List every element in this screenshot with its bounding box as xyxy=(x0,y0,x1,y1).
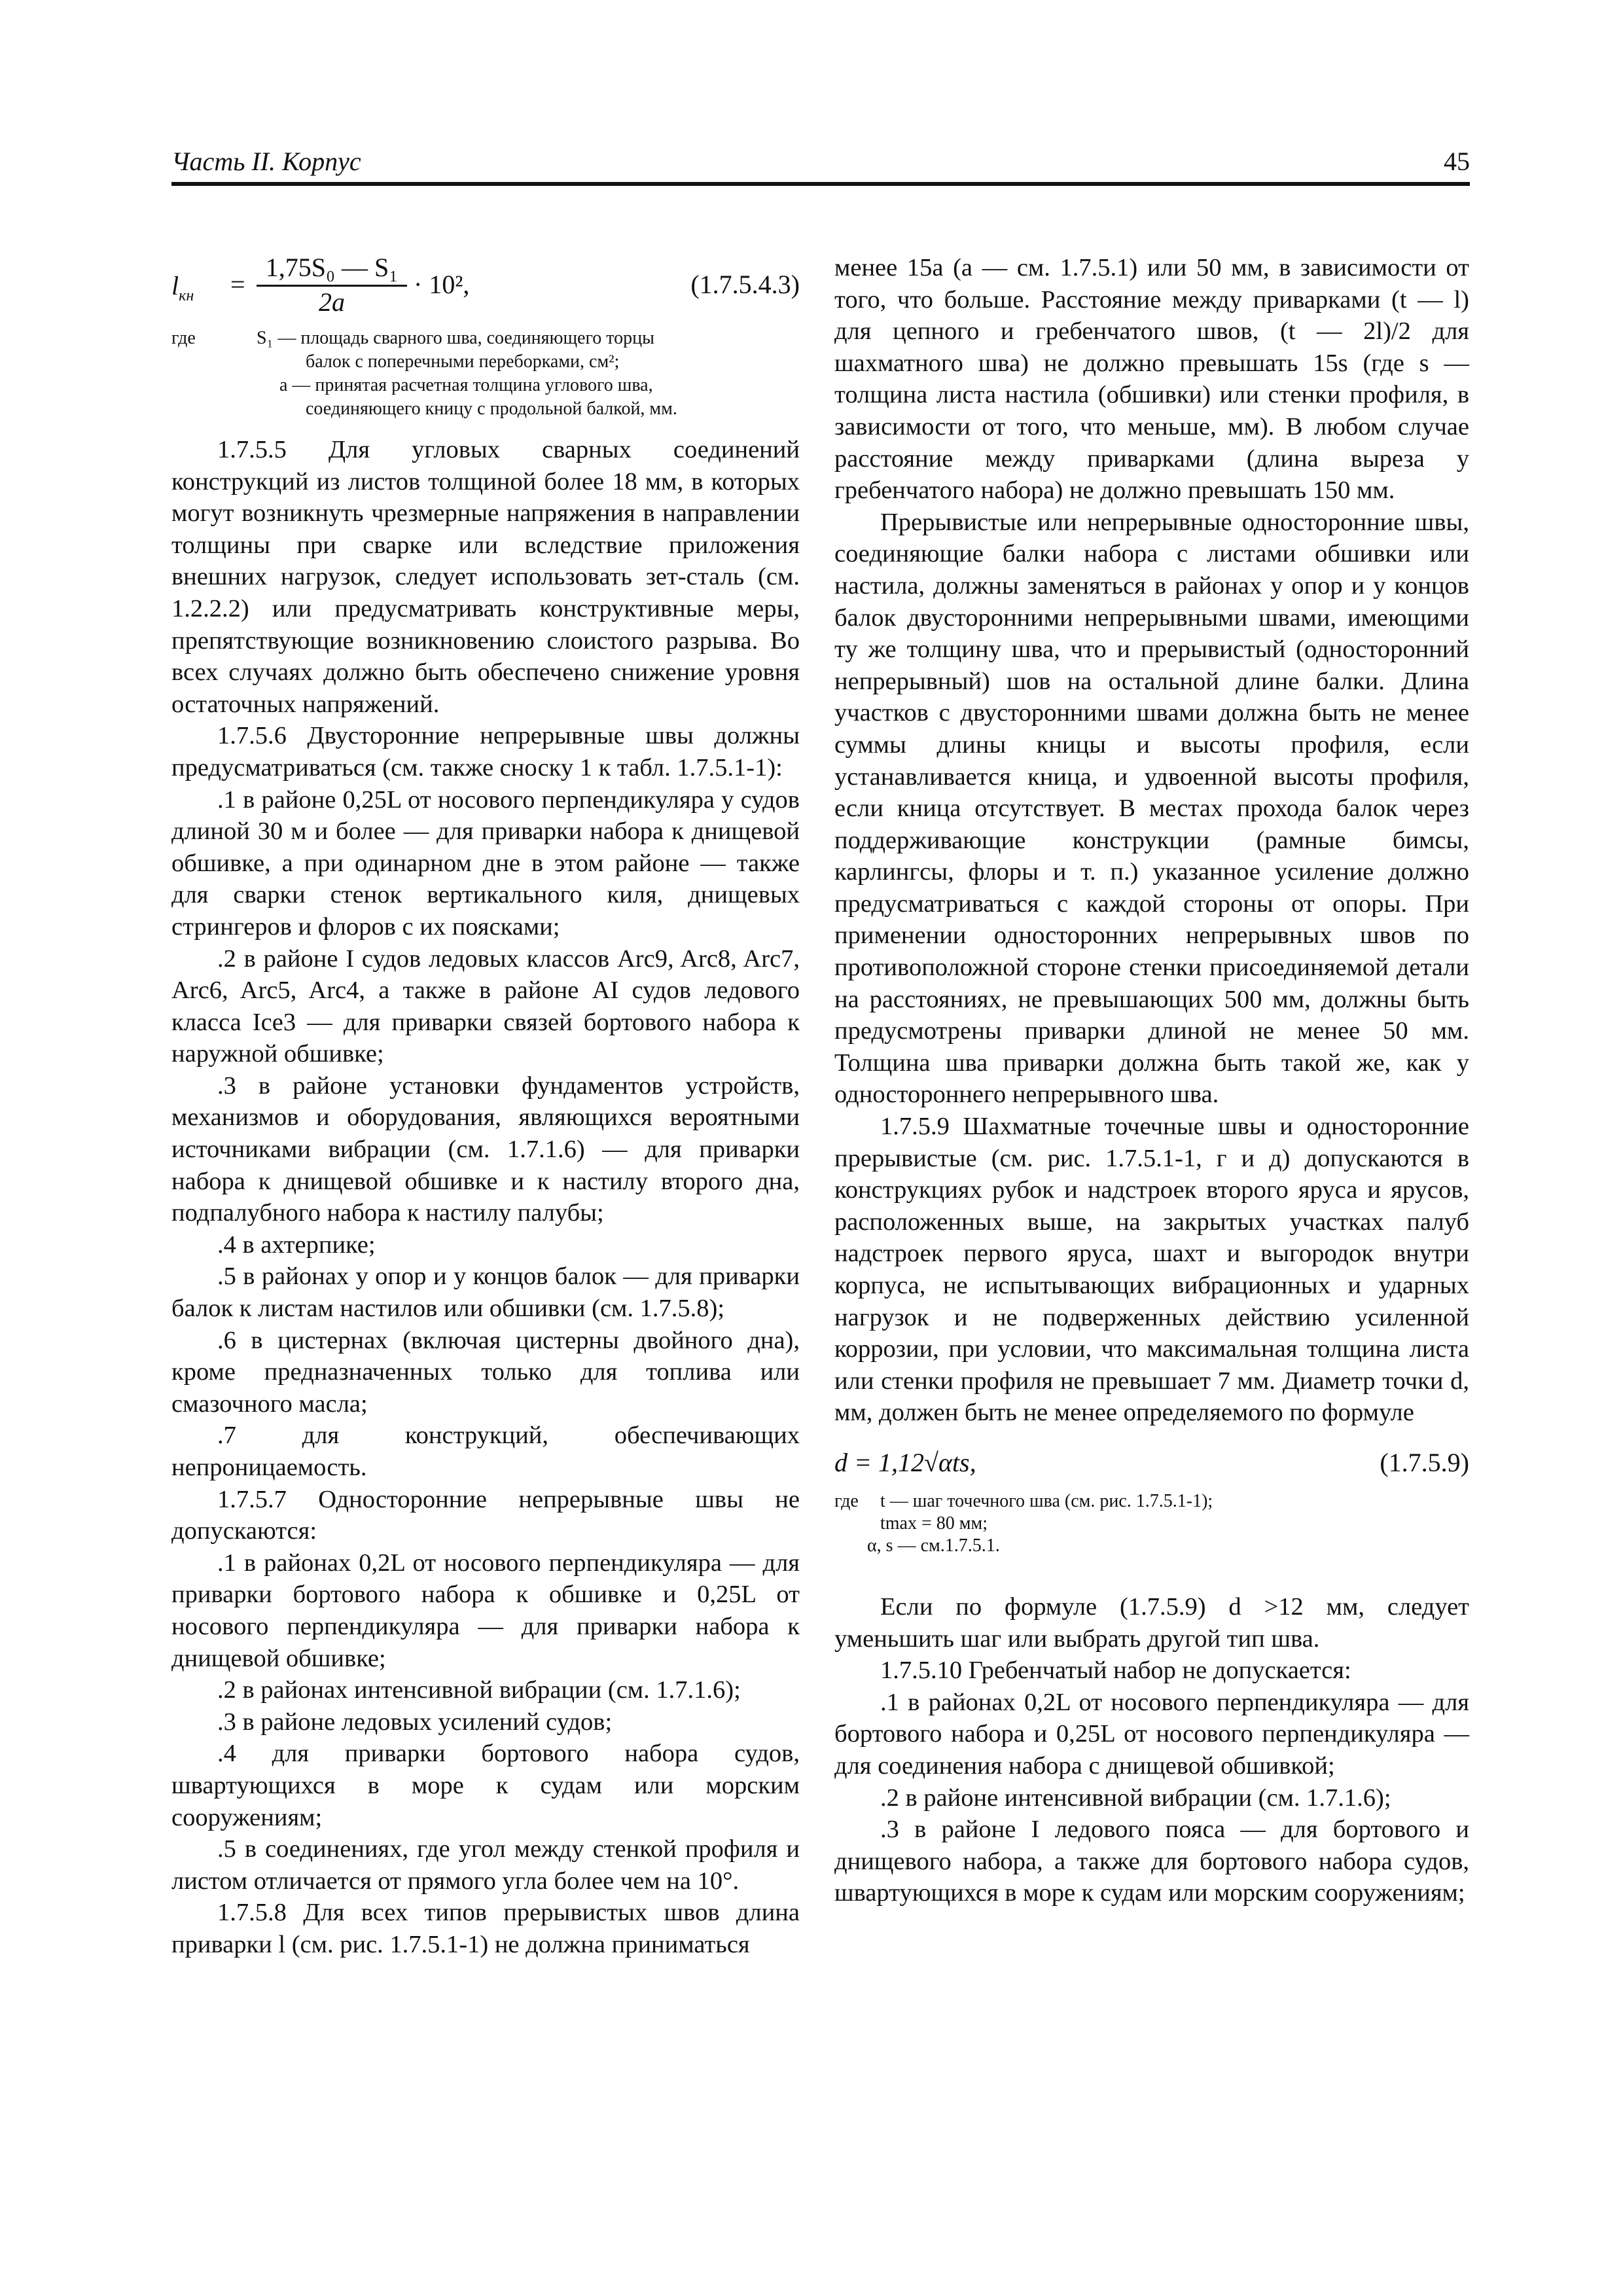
list-item: .1 в районах 0,2L от носового перпендикуляра — для бортового набора и 0,25L от носового перпендикуляра — для соединения набора с днищевой обшивкой; xyxy=(834,1688,1469,1780)
list-item: .3 в районе установки фундаментов устройств, механизмов и оборудования, являющихся вероятными источниками вибрации (см. 1.7.1.6) — для приварки набора к днищевой обшивке и к настилу второго дна, подпалубного набора к настилу палубы; xyxy=(171,1071,800,1227)
paragraph-1-7-5-7: 1.7.5.7 Односторонние непрерывные швы не допускаются: xyxy=(171,1485,800,1545)
right-column xyxy=(834,252,1469,1909)
formula-expression: d = 1,12√αts, xyxy=(834,1447,976,1477)
formula-1-7-5-4-3 xyxy=(171,252,800,315)
list-item: .1 в районе 0,25L от носового перпендикуляра у судов длиной 30 м и более — для приварки набора к днищевой обшивке, а при одинарном дне в этом районе — также для сварки стенок вертикального киля, днищевых стрингеров и флоров с их поясками; xyxy=(171,785,800,941)
list-item: .7 для конструкций, обеспечивающих непроницаемость. xyxy=(171,1422,800,1481)
paragraph-1-7-5-9: 1.7.5.9 Шахматные точечные швы и односторонние прерывистые (см. рис. 1.7.5.1-1, г и д) допускаются в конструкциях рубок и надстроек второго яруса и ярусов, расположенных выше, на закрытых участках палуб надстроек первого яруса, шахт и выгородок внутри корпуса, не испытывающих вибрационных и ударных нагрузок и не подверженных действию усиленной коррозии, при условии, что максимальная толщина листа или стенки профиля не превышает 7 мм. Диаметр точки d, мм, должен быть не менее определяемого по формуле xyxy=(834,1113,1469,1427)
list-item: .4 в ахтерпике; xyxy=(217,1230,376,1259)
legend-label: где xyxy=(834,1490,859,1511)
list-item: .2 в районах интенсивной вибрации (см. 1.7.1.6); xyxy=(217,1676,741,1704)
formula-1-legend xyxy=(171,327,800,421)
formula-lhs: $l_{кн}$ xyxy=(171,271,194,304)
list-item: .5 в соединениях, где угол между стенкой профиля и листом отличается от прямого угла более чем на 10°. xyxy=(171,1835,800,1895)
formula-number: (1.7.5.4.3) xyxy=(690,270,800,299)
paragraph-1-7-5-10: 1.7.5.10 Гребенчатый набор не допускается: xyxy=(880,1657,1351,1685)
legend-line: S₁ — площадь сварного шва, соединяющего торцы xyxy=(257,328,654,348)
formula-multiplier: · 10², xyxy=(414,270,470,299)
left-column xyxy=(171,252,800,1961)
section-title: Часть II. Корпус xyxy=(171,147,361,176)
formula-denominator: 2a xyxy=(319,287,345,317)
list-item: .2 в районе I судов ледовых классов Arc9, Arc8, Arc7, Arc6, Arc5, Arc4, а также в районе AI судов ледового класса Ice3 — для приварки связей бортового набора к наружной обшивке; xyxy=(171,944,800,1068)
page-number: 45 xyxy=(1444,147,1470,176)
formula-number: (1.7.5.9) xyxy=(1380,1447,1469,1477)
list-item: .3 в районе I ледового пояса — для бортового и днищевого набора, а также для бортового набора судов, швартующихся в море к судам или морским сооружениям; xyxy=(834,1816,1469,1907)
list-item: .6 в цистернах (включая цистерны двойного дна), кроме предназначенных только для топлива или смазочного масла; xyxy=(171,1326,800,1418)
paragraph: Если по формуле (1.7.5.9) d >12 мм, следует уменьшить шаг или выбрать другой тип шва. xyxy=(834,1592,1469,1653)
legend-line: α, s — см.1.7.5.1. xyxy=(867,1535,1000,1556)
formula-equals: = xyxy=(230,270,245,299)
legend-line: t — шаг точечного шва (см. рис. 1.7.5.1-1); xyxy=(880,1490,1213,1511)
paragraph: Прерывистые или непрерывные односторонние швы, соединяющие балки набора с листами обшивки или настила, должны заменяться в районах у опор и у концов балок двусторонними непрерывными швами, имеющими ту же толщину шва, что и прерывистый (односторонний непрерывный) шов на остальной длине балки. Длина участков с двусторонними швами должна быть не менее суммы длины кницы и высоты профиля, если устанавливается кница, и удвоенной высоты профиля, если кница отсутствует. В местах прохода балок через поддерживающие конструкции (рамные бимсы, карлингсы, флоры и т. п.) указанное усиление должно предусматриваться с каждой стороны от опоры. При применении односторонних непрерывных швов по противоположной стороне стенки присоединяемой детали на расстояниях, не превышающих 500 мм, должны быть предусмотрены приварки длиной не менее 50 мм. Толщина шва приварки должна быть такой же, как у одностороннего непрерывного шва. xyxy=(834,508,1469,1109)
list-item: .3 в районе ледовых усилений судов; xyxy=(217,1708,613,1736)
formula-fraction xyxy=(257,252,407,318)
formula-numerator: 1,75S₀ — S₁ xyxy=(257,252,407,287)
list-item: .5 в районах у опор и у концов балок — для приварки балок к листам настилов или обшивки (см. 1.7.5.8); xyxy=(171,1263,800,1323)
legend-line: балок с поперечными переборками, см²; xyxy=(306,351,620,372)
paragraph-1-7-5-5: 1.7.5.5 Для угловых сварных соединений конструкций из листов толщиной более 18 мм, в которых могут возникнуть чрезмерные напряжения в направлении толщины при сварке или вследствие приложения внешних нагрузок, следует использовать зет-сталь (см. 1.2.2.2) или предусматривать конструктивные меры, препятствующие возникновению слоистого разрыва. Во всех случаях должно быть обеспечено снижение уровня остаточных напряжений. xyxy=(171,436,800,718)
formula-1-7-5-9 xyxy=(834,1444,1469,1484)
paragraph-1-7-5-6: 1.7.5.6 Двусторонние непрерывные швы должны предусматриваться (см. также сноску 1 к табл. 1.7.5.1-1): xyxy=(171,722,800,781)
list-item: .1 в районах 0,2L от носового перпендикуляра — для приварки бортового набора к обшивке и 0,25L от носового перпендикуляра — для приварки набора к днищевой обшивке; xyxy=(171,1549,800,1672)
list-item: .2 в районе интенсивной вибрации (см. 1.7.1.6); xyxy=(880,1784,1391,1812)
legend-line: соединяющего кницу с продольной балкой, мм. xyxy=(306,399,677,419)
legend-label: где xyxy=(171,328,196,348)
formula-2-legend xyxy=(834,1490,1469,1557)
list-item: .4 для приварки бортового набора судов, швартующихся в море к судам или морским сооружениям; xyxy=(171,1740,800,1831)
legend-line: tmax = 80 мм; xyxy=(880,1513,988,1534)
legend-line: a — принятая расчетная толщина углового шва, xyxy=(279,375,653,395)
page-header xyxy=(171,143,1470,186)
paragraph-continuation: менее 15a (a — см. 1.7.5.1) или 50 мм, в зависимости от того, что больше. Расстояние между приварками (t — l) для цепного и гребенчатого швов, (t — 2l)/2 для шахматного шва) не должно превышать 15s (где s — толщина листа настила (обшивки) или стенки профиля, в зависимости от того, что меньше, мм). В любом случае расстояние между приварками (длина выреза у гребенчатого набора) не должно превышать 150 мм. xyxy=(834,254,1469,505)
paragraph-1-7-5-8: 1.7.5.8 Для всех типов прерывистых швов длина приварки l (см. рис. 1.7.5.1-1) не должна приниматься xyxy=(171,1899,800,1958)
